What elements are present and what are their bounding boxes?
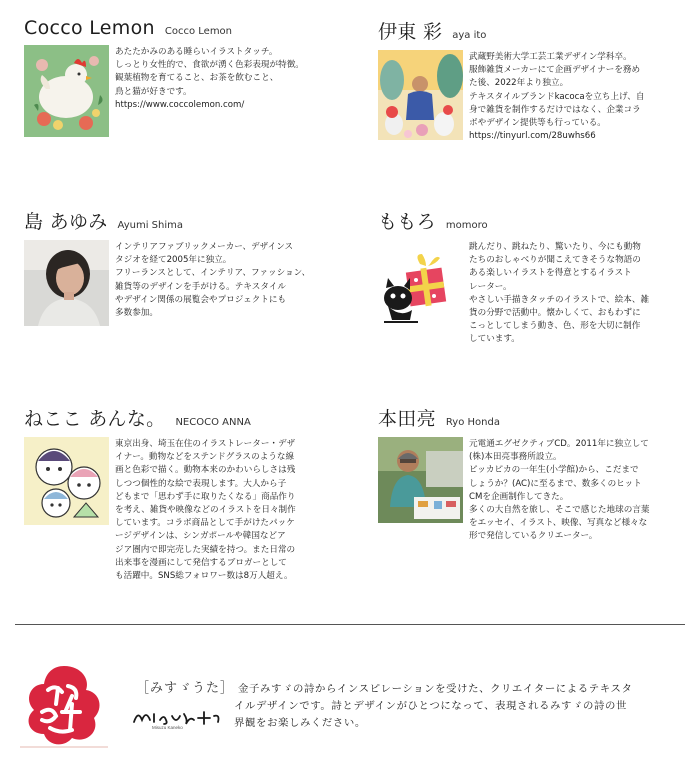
bio-line: を考え、雑貨や映像などのイラストを日々制作 — [115, 505, 296, 516]
artist-photo — [378, 437, 463, 544]
bio-line: た後、2022年より独立。 — [469, 78, 569, 89]
bio-line: イナー。動物などをステンドグラスのような線 — [115, 452, 295, 463]
bio-line: やデザイン関係の展覧会やプロジェクトにも — [115, 294, 287, 305]
bio-line: どもまで「思わず手に取りたくなる」商品作り — [115, 491, 296, 502]
artist-roman-name: Ayumi Shima — [117, 220, 183, 231]
artist-bio — [469, 50, 644, 143]
bio-line: フリーランスとして、インテリア、ファッション、 — [115, 268, 311, 279]
bio-line: レーター。 — [469, 281, 512, 292]
bio-line: しつつ個性的な絵で表現します。大人から子 — [115, 478, 287, 489]
artist-roman-name: momoro — [445, 220, 488, 231]
artist-roman-name: aya ito — [452, 30, 487, 41]
artist-bio — [469, 240, 649, 347]
artist-bio — [115, 437, 296, 583]
brand-description-line: イルデザインです。詩とデザインがひとつになって、表現されるみすゞの詩の世 — [234, 700, 627, 712]
artist-website-link[interactable]: https://tinyurl.com/28uwhs66 — [469, 131, 596, 142]
artist-profile-aya-ito — [378, 17, 698, 143]
bio-line: やさしい手描きタッチのイラストで、絵本、雑 — [469, 294, 650, 305]
bio-line: 元電通エグゼクティブCD。2011年に独立して — [469, 439, 649, 449]
artist-profile-ryo-honda — [378, 404, 698, 544]
bio-line: (株)本田亮事務所設立。 — [469, 452, 562, 463]
artist-name: Cocco Lemon — [24, 17, 155, 39]
signature-subtitle: Misuzu Kaneko — [152, 725, 183, 730]
bio-line: 貨の分野で活動中。懐かしくて、おもわずに — [469, 308, 641, 319]
bio-line: 東京出身、埼玉在住のイラストレーター・デザ — [115, 439, 296, 449]
artist-illustration — [24, 45, 109, 137]
bio-line: ピッカピカの一年生(小学館)から、こだまで — [469, 465, 639, 476]
artist-name: 伊東 彩 — [378, 21, 443, 43]
bio-line: も活躍中。SNS総フォロワー数は8万人超え。 — [115, 571, 293, 582]
artist-profile-ayumi-shima — [24, 207, 344, 326]
bio-line: しっとり女性的で、食欲が湧く色彩表現が特徴。 — [115, 60, 304, 71]
bio-line: 多数参加。 — [115, 308, 158, 319]
bio-line: しています。コラボ商品として手がけたパッケ — [115, 518, 295, 529]
bio-line: をエッセイ、イラスト、映像、写真など様々な — [469, 518, 648, 529]
bio-line: テキスタイルブランドkacocaを立ち上げ、自 — [469, 91, 645, 102]
bio-line: 武蔵野美術大学工芸工業デザイン学科卒。 — [469, 52, 632, 62]
brand-title: ［みすゞうた］ — [136, 681, 235, 696]
bio-line: 出来事を漫画にして発信するブロガーとして — [115, 557, 287, 568]
bio-line: 身で雑貨を制作するだけではなく、企業コラ — [469, 104, 641, 115]
bio-line: 跳んだり、跳ねたり、驚いたり、今にも動物 — [469, 242, 641, 252]
bio-line: 多くの大自然を旅し、そこで感じた地球の言葉 — [469, 505, 650, 516]
bio-line: こっとしてしまう動き、色、形を大切に制作 — [469, 321, 641, 332]
artist-name: ももろ — [378, 211, 436, 233]
bio-line: ージデザインは、シンガポールや韓国などア — [115, 531, 286, 542]
artist-bio — [115, 240, 310, 326]
artist-website-link[interactable]: https://www.coccolemon.com/ — [115, 99, 245, 110]
artist-profile-necoco-anna — [24, 404, 344, 583]
artist-illustration — [378, 50, 463, 143]
bio-line: 形で発信しているクリエーター。 — [469, 531, 598, 542]
brand-description-line: 金子みすゞの詩からインスピレーションを受けた、クリエイターによるテキスタ — [238, 683, 633, 695]
artist-name: 本田亮 — [378, 408, 436, 430]
artist-profile-momoro — [378, 207, 698, 347]
artist-roman-name: Ryo Honda — [445, 417, 500, 428]
bio-line: CMを企画制作してきた。 — [469, 491, 569, 502]
artist-illustration — [24, 437, 109, 583]
misuzu-uta-logo — [20, 660, 108, 748]
bio-line: タジオを経て2005年に独立。 — [115, 255, 232, 266]
bio-line: インテリアファブリックメーカー、デザインス — [115, 242, 294, 252]
bio-line: ある楽しいイラストを得意とするイラスト — [469, 268, 632, 279]
artist-name: 島 あゆみ — [24, 211, 108, 233]
artist-illustration — [378, 240, 463, 347]
bio-line: 雑貨等のデザインを手がける。テキスタイル — [115, 281, 286, 292]
artist-photo — [24, 240, 109, 326]
artist-bio — [115, 45, 304, 137]
section-divider — [15, 624, 685, 625]
bio-line: あたたかみのある睡らいイラストタッチ。 — [115, 47, 278, 57]
artist-bio — [469, 437, 649, 544]
bio-line: しょうか？(AC)に至るまで、数多くのヒット — [469, 478, 642, 489]
bio-line: ジア圏内で即完売した実績を持つ。また日常の — [115, 544, 296, 555]
misuzu-signature-logo — [130, 706, 225, 730]
bio-line: 鳥と猫が好きです。 — [115, 86, 192, 97]
artist-name: ねここ あんな。 — [24, 408, 166, 430]
artist-profile-cocco-lemon — [24, 17, 344, 137]
bio-line: 画と色彩で描く。動物本来のかわいらしさは残 — [115, 465, 296, 476]
bio-line: ボやデザイン提供等も行っている。 — [469, 118, 606, 129]
bio-line: 観葉植物を育てること、お茶を飲むこと、 — [115, 73, 279, 84]
bio-line: しています。 — [469, 334, 520, 345]
artist-roman-name: NECOCO ANNA — [175, 417, 251, 428]
brand-description-line: 界観をお楽しみください。 — [234, 717, 366, 729]
bio-line: たちのおしゃべりが聞こえてきそうな物語の — [469, 255, 641, 266]
artist-roman-name: Cocco Lemon — [164, 26, 233, 37]
bio-line: 服飾雑貨メーカーにて企画デザイナーを務め — [469, 65, 641, 76]
